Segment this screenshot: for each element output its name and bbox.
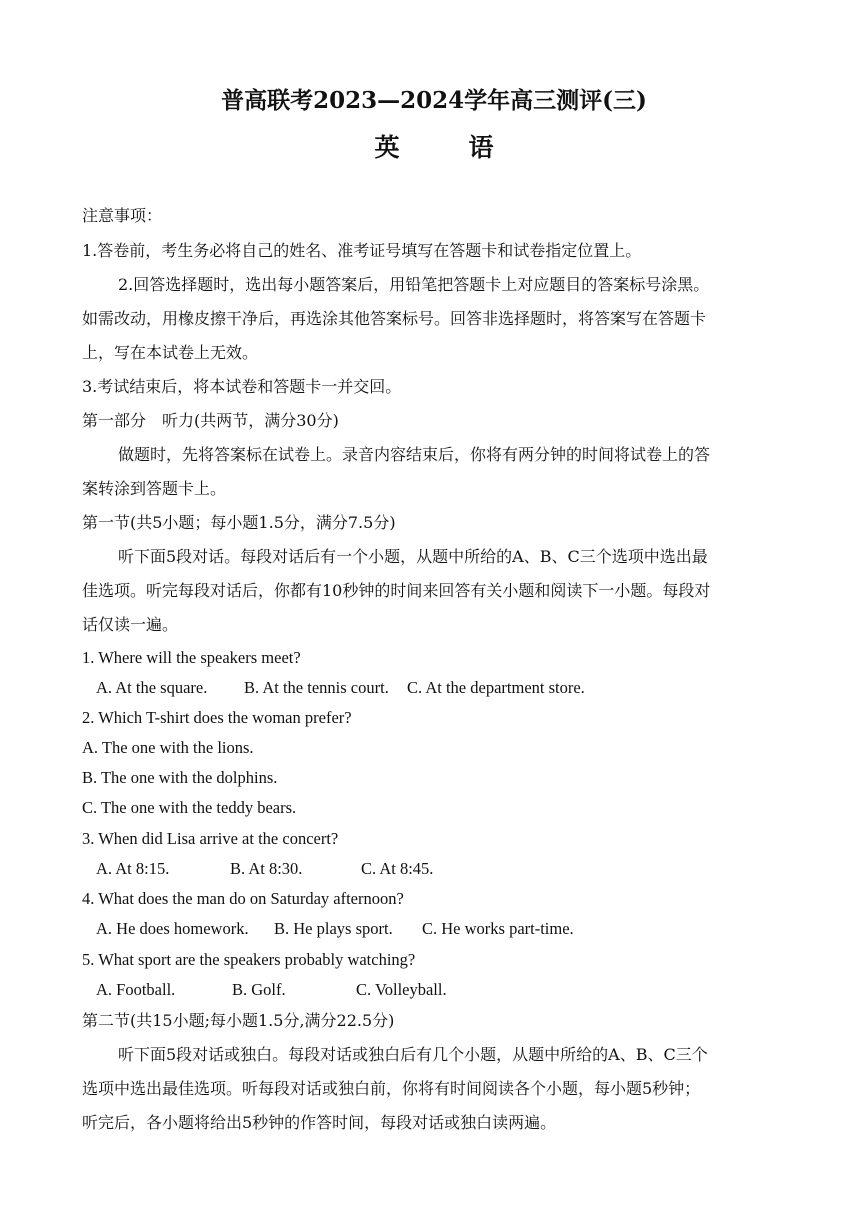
notice-item-2-line-1: 2.回答选择题时，选出每小题答案后，用铅笔把答题卡上对应题目的答案标号涂黑。 bbox=[118, 275, 710, 294]
question-1: 1. Where will the speakers meet? bbox=[82, 648, 301, 667]
section2-heading: 第二节(共15小题;每小题1.5分,满分22.5分) bbox=[82, 1011, 395, 1030]
option-b: B. At the tennis court. bbox=[244, 678, 389, 697]
option-a: A. Football. bbox=[96, 980, 176, 999]
question-2: 2. Which T-shirt does the woman prefer? bbox=[82, 708, 352, 727]
notice-item-2-line-3: 上，写在本试卷上无效。 bbox=[82, 343, 259, 362]
part1-intro-line-2: 案转涂到答题卡上。 bbox=[82, 479, 227, 498]
section1-intro-line-2: 佳选项。听完每段对话后，你都有10秒钟的时间来回答有关小题和阅读下一小题。每段对 bbox=[82, 581, 711, 600]
question-5: 5. What sport are the speakers probably watching? bbox=[82, 950, 416, 969]
option-c: C. Volleyball. bbox=[356, 980, 447, 999]
section1-heading: 第一节(共5小题；每小题1.5分，满分7.5分) bbox=[82, 513, 396, 532]
option-a: A. He does homework. bbox=[96, 919, 249, 938]
option-b: B. Golf. bbox=[232, 980, 286, 999]
option-c: C. At the department store. bbox=[407, 678, 585, 697]
notice-item-3: 3.考试结束后，将本试卷和答题卡一并交回。 bbox=[82, 377, 402, 396]
option-c: C. He works part-time. bbox=[422, 919, 574, 938]
question-2-option-c: C. The one with the teddy bears. bbox=[82, 798, 297, 817]
section2-intro-line-1: 听下面5段对话或独白。每段对话或独白后有几个小题，从题中所给的A、B、C三个 bbox=[118, 1045, 708, 1064]
question-2-option-b: B. The one with the dolphins. bbox=[82, 768, 278, 787]
option-a: A. At 8:15. bbox=[96, 859, 170, 878]
question-5-options bbox=[96, 979, 790, 1001]
notice-item-2-line-2: 如需改动，用橡皮擦干净后，再选涂其他答案标号。回答非选择题时，将答案写在答题卡 bbox=[82, 309, 707, 328]
part1-intro-line-1: 做题时，先将答案标在试卷上。录音内容结束后，你将有两分钟的时间将试卷上的答 bbox=[118, 445, 711, 464]
subject-title: 英 语 bbox=[374, 133, 516, 162]
section2-intro-line-3: 听完后，各小题将给出5秒钟的作答时间，每段对话或独白读两遍。 bbox=[82, 1113, 557, 1132]
section2-intro-line-2: 选项中选出最佳选项。听每段对话或独白前，你将有时间阅读各个小题，每小题5秒钟； bbox=[82, 1079, 701, 1098]
exam-title: 普高联考2023—2024学年高三测评(三) bbox=[221, 87, 647, 114]
question-2-option-a: A. The one with the lions. bbox=[82, 738, 254, 757]
option-c: C. At 8:45. bbox=[361, 859, 434, 878]
option-b: B. He plays sport. bbox=[274, 919, 393, 938]
question-1-options bbox=[96, 677, 790, 699]
section1-intro-line-3: 话仅读一遍。 bbox=[82, 615, 179, 634]
question-3: 3. When did Lisa arrive at the concert? bbox=[82, 829, 339, 848]
part1-heading: 第一部分 听力(共两节，满分30分) bbox=[82, 411, 339, 430]
question-3-options bbox=[96, 858, 790, 880]
question-4-options bbox=[96, 918, 790, 940]
option-a: A. At the square. bbox=[96, 678, 208, 697]
option-b: B. At 8:30. bbox=[230, 859, 303, 878]
notice-item-1: 1.答卷前，考生务必将自己的姓名、准考证号填写在答题卡和试卷指定位置上。 bbox=[82, 241, 642, 260]
question-4: 4. What does the man do on Saturday afternoon? bbox=[82, 889, 404, 908]
section1-intro-line-1: 听下面5段对话。每段对话后有一个小题，从题中所给的A、B、C三个选项中选出最 bbox=[118, 547, 708, 566]
notice-heading: 注意事项： bbox=[82, 206, 163, 225]
